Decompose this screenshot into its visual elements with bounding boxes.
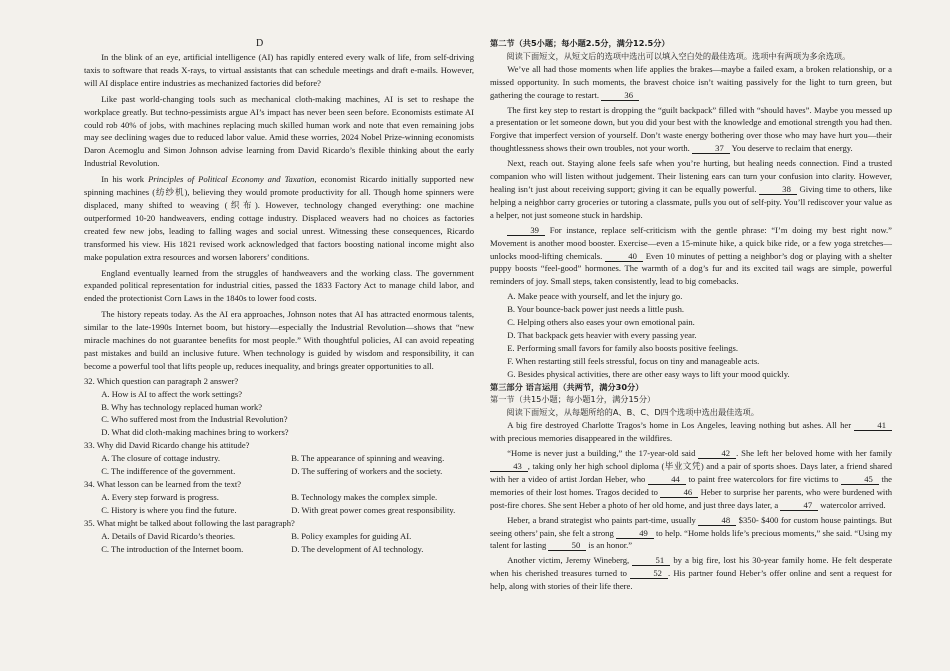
blank-51[interactable]: 51: [632, 555, 670, 566]
cloze-paragraph-3: [490, 514, 892, 553]
paragraph-text: The first key step to restart is dropping the “guilt backpack” filled with “should haves”. Maybe you messed up a presentation or let someone down, but you did your best with the knowledge and emotional strength you had then. Forgive that imperfect version of yourself. Don’t waste energy bothering over those who may have hurt you—their thoughtlessness shows their own troubles, not your worth.: [490, 104, 892, 154]
blank-36[interactable]: 36: [601, 90, 639, 101]
question-33-option-d[interactable]: D. The suffering of workers and the society.: [291, 466, 443, 477]
passage-label: D: [256, 38, 264, 49]
section-2-paragraph-3: [490, 157, 892, 222]
blank-52[interactable]: 52: [630, 568, 668, 579]
paragraph-text: Giving time to others, like helping a neighbor carry groceries or tutoring a classmate, pulls you out of self-pity. You’ll rediscover your value as a helper, not just someone stuck in hardship.: [490, 183, 892, 220]
part-3-directions: 阅读下面短文，从每题所给的A、B、C、D四个选项中选出最佳选项。: [506, 407, 759, 418]
choice-f[interactable]: F. When restarting still feels stressful, focus on tiny and manageable acts.: [507, 355, 760, 366]
book-title: Principles of Political Economy and Taxation: [148, 174, 315, 185]
blank-47[interactable]: 47: [780, 500, 818, 511]
paragraph-text: . She left her beloved home with her family: [736, 448, 892, 459]
question-35-options: [101, 530, 474, 556]
question-32-option-c[interactable]: C. Who suffered most from the Industrial Revolution?: [101, 414, 288, 425]
question-32-options: [101, 388, 474, 440]
blank-41[interactable]: 41: [854, 420, 892, 431]
question-33-options: [101, 452, 474, 478]
part-3-heading: 第三部分 语言运用（共两节，满分30分）: [490, 381, 644, 392]
choice-b[interactable]: B. Your bounce-back power just needs a little push.: [507, 304, 685, 315]
question-35-option-d[interactable]: D. The development of AI technology.: [291, 543, 424, 554]
question-35-option-c[interactable]: C. The introduction of the Internet boom.: [101, 543, 244, 554]
passage-d-paragraph-1: In the blink of an eye, artificial intelligence (AI) has rapidly entered every walk of life, from self-driving taxis to software that reads X-rays, to virtual assistants that can schedule meetings and draft e-mails. However, will AI displace entire industries as mechanized factories did before?: [84, 52, 474, 88]
section-2-heading: 第二节（共5小题；每小题2.5分，满分12.5分）: [490, 38, 670, 48]
paragraph-text: Next, reach out. Staying alone feels safe when you’re hurting, but healing needs connection. Find a trusted companion who will listen without judgement. Their listening ears can turn your confusion into clarity. However, healing isn’t just about receiving support; giving it can be equally powerful.: [490, 158, 892, 194]
blank-37[interactable]: 37: [692, 143, 730, 154]
question-34-stem: 34. What lesson can be learned from the text?: [84, 479, 242, 489]
cloze-paragraph-2: [490, 447, 892, 512]
paragraph-text: is an honor.”: [588, 540, 633, 551]
blank-39[interactable]: 39: [507, 225, 545, 236]
question-33-option-b[interactable]: B. The appearance of spinning and weaving.: [291, 453, 445, 464]
choice-c[interactable]: C. Helping others also eases your own emotional pain.: [507, 317, 695, 328]
question-35-option-a[interactable]: A. Details of David Ricardo’s theories.: [101, 530, 236, 541]
question-34-option-a[interactable]: A. Every step forward is progress.: [101, 491, 219, 502]
blank-49[interactable]: 49: [616, 528, 654, 539]
passage-d-paragraph-4: England eventually learned from the struggles of handweavers and the working class. The government expanded political representation for industrial cities, passed the 1833 Factory Act to manage child labor, and ended the protectionist Corn Laws in the 1840s to lower food costs.: [84, 267, 474, 304]
paragraph-3-rest: , economist Ricardo initially supported new spinning machines (纺纱机), believing they would promote productivity for all. Though home spinners were displaced, many shifted to weaving (织布). However, technology changed everything: one machine outperformed 10-20 handweavers, ending cottage industry. Displaced weavers had no choices as factories created few new jobs, leading to falling wages and social unrest. Witnessing these consequences, Ricardo transformed his view. His 1821 revised work acknowledged that factors boosting national income might also make population extra resources and worsen laborers’ conditions.: [84, 174, 474, 262]
paragraph-text: For instance, replace self-criticism with the gentle phrase: “I’m doing my best right now.” Movement is another mood booster. Exercise—even a 15-minute hike, a quick bike ride, or a few yoga stretches—unlocks mood-lifting chemicals.: [490, 224, 892, 261]
question-32-option-d[interactable]: D. What did cloth-making machines bring to workers?: [101, 427, 289, 438]
paragraph-text: the memories of their lost homes. Tragos decided to: [490, 473, 892, 497]
right-column: [490, 37, 892, 593]
paragraph-text: You deserve to reclaim that energy.: [731, 143, 853, 154]
section-2-directions: 阅读下面短文，从短文后的选项中选出可以填入空白处的最佳选项。选项中有两项为多余选项。: [506, 50, 851, 61]
question-34-option-c[interactable]: C. History is where you find the future.: [101, 504, 237, 515]
question-33-option-c[interactable]: C. The indifference of the government.: [101, 466, 236, 477]
question-32-option-b[interactable]: B. Why has technology replaced human work?: [101, 401, 263, 412]
blank-44[interactable]: 44: [648, 474, 686, 485]
question-34-option-d[interactable]: D. With great power comes great responsibility.: [291, 504, 456, 515]
blank-50[interactable]: 50: [548, 540, 586, 551]
choice-g[interactable]: G. Besides physical activities, there are other easy ways to lift your mood quickly.: [507, 368, 790, 379]
paragraph-text: Heber to surprise her parents, who were burdened with post-fire chores. She sent Heber a photo of her old home, and just three days later, a: [490, 486, 892, 510]
paragraph-text: $350- $400 for custom house paintings. But seeing others’ pain, she felt a strong: [490, 514, 892, 538]
question-32-option-a[interactable]: A. How is AI to affect the work settings?: [101, 388, 243, 399]
left-column: [84, 51, 474, 555]
paragraph-text: “Home is never just a building,” the 17-year-old said: [507, 448, 696, 459]
paragraph-text: Another victim, Jeremy Wineberg,: [507, 555, 630, 566]
section-2-paragraph-2: [490, 104, 892, 156]
question-34-options: [101, 491, 474, 517]
choice-d[interactable]: D. That backpack gets heavier with every passing year.: [507, 329, 697, 340]
blank-45[interactable]: 45: [841, 474, 879, 485]
cloze-paragraph-4: [490, 554, 892, 593]
paragraph-text: to paint free watercolors for fire victims to: [688, 473, 839, 484]
paragraph-text: by a big fire, lost his 30-year family home. He felt desperate when his cherished treasures turned to: [490, 555, 893, 579]
paragraph-3-lead: In his work: [101, 174, 149, 185]
part-3-section-1-heading: 第一节（共15小题；每小题1分，满分15分）: [490, 394, 656, 405]
paragraph-text: A big fire destroyed Charlotte Tragos’s home in Los Angeles, leaving nothing but ashes. All her: [507, 420, 852, 431]
paragraph-text: . His partner found Heber’s offer online and sent a request for help, along with stories of their life there.: [490, 568, 892, 592]
blank-46[interactable]: 46: [660, 487, 698, 498]
blank-40[interactable]: 40: [605, 251, 643, 262]
choice-e[interactable]: E. Performing small favors for family also boosts positive feelings.: [507, 342, 738, 353]
question-32-stem: 32. Which question can paragraph 2 answer?: [84, 375, 239, 386]
paragraph-text: with precious memories disappeared in the wildfires.: [490, 433, 673, 444]
paragraph-text: to help. “Home holds life’s precious moments,” she said. “Using my talent for lasting: [490, 527, 892, 551]
paragraph-text: We’ve all had those moments when life applies the brakes—maybe a failed exam, a broken relationship, or a missed opportunity. In such moments, the bravest choice isn’t waiting passively for the light to turn green, but gathering the courage to restart.: [490, 63, 892, 100]
section-2-choices: [490, 290, 892, 380]
paragraph-text: watercolor arrived.: [820, 499, 886, 510]
paragraph-text: Even 10 minutes of petting a neighbor’s dog or playing with a shelter puppy boosts “feel-good” hormones. The warmth of a dog’s fur and its excited tail wags are simple, powerful reminders of joy. Small steps, taken consistently, lead to big comebacks.: [490, 250, 893, 287]
cloze-paragraph-1: [490, 419, 892, 445]
question-block: [84, 375, 474, 556]
passage-d-paragraph-2: Like past world-changing tools such as mechanical cloth-making machines, AI is set to reshape the workplace greatly. But techno-pessimists argue AI’s impact has never been seen before. Economists estimate AI could rob 40% of jobs, with machines replacing much skilled human work and note that even remaining jobs may see declining wages due to reduced labor value. Amid these worries, 2024 Nobel Prize-winning economists Daron Acemoglu and Simon Johnson advise learning from David Ricardo’s flexible thinking about the early Industrial Revolution.: [84, 93, 474, 169]
blank-38[interactable]: 38: [759, 184, 797, 195]
section-2-paragraph-4: [490, 224, 892, 289]
paragraph-text: , taking only her high school diploma (毕业文凭) and a pair of sports shoes. Days later, a friend shared with her a video of artist Jordan Heber, who: [490, 461, 892, 484]
blank-48[interactable]: 48: [698, 515, 736, 526]
question-33-option-a[interactable]: A. The closure of cottage industry.: [101, 453, 221, 464]
question-35-option-b[interactable]: B. Policy examples for guiding AI.: [291, 530, 412, 541]
blank-42[interactable]: 42: [698, 448, 736, 459]
question-35-stem: 35. What might be talked about following the last paragraph?: [84, 517, 295, 528]
choice-a[interactable]: A. Make peace with yourself, and let the injury go.: [507, 291, 683, 302]
section-2-paragraph-1: [490, 63, 892, 102]
question-34-option-b[interactable]: B. Technology makes the complex simple.: [291, 491, 438, 502]
question-33-stem: 33. Why did David Ricardo change his attitude?: [84, 440, 250, 451]
passage-d-paragraph-3: [84, 173, 474, 263]
passage-d-paragraph-5: The history repeats today. As the AI era approaches, Johnson notes that AI has attracted enormous talents, similar to the late-1990s Internet boom, but history—especially the Industrial Revolution—shows that “new miracle machines do not guarantee benefits for most people.” With thoughtful policies, AI can avoid repeating past mistakes and build an inclusive future. When technology is guided by wisdom and responsibility, it can become a powerful tool that lifts people up, reduces inequality, and brings greater opportunities to all.: [84, 309, 474, 371]
paragraph-text: Heber, a brand strategist who paints part-time, usually: [507, 514, 696, 525]
blank-43[interactable]: 43: [490, 461, 528, 472]
